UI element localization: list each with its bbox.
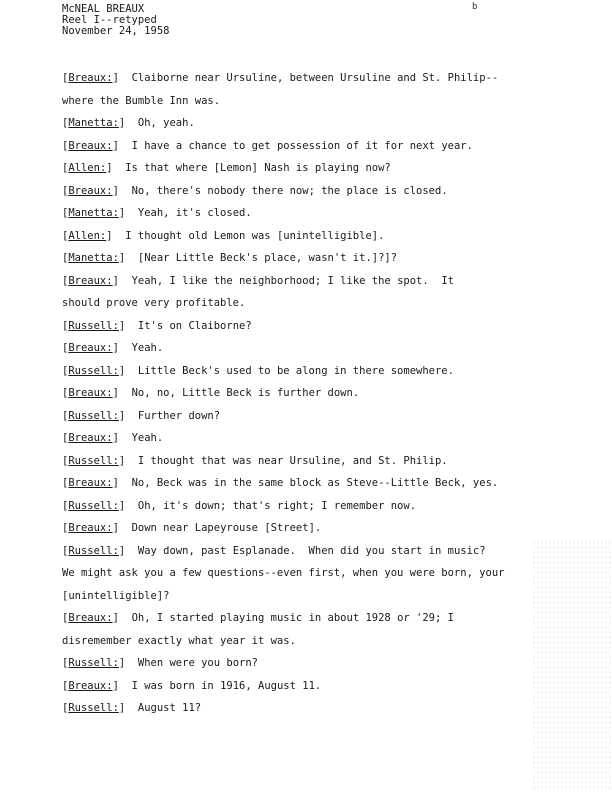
transcript-body — [62, 67, 602, 720]
transcript-line: [Allen:] Is that where [Lemon] Nash is playing now? — [62, 162, 391, 174]
speaker-label: Russell: — [68, 454, 119, 467]
speaker-label: Breaux: — [68, 477, 113, 489]
speaker-label: Breaux: — [68, 522, 113, 534]
page-mark: b — [472, 2, 478, 12]
transcript-line: [Russell:] August 11? — [62, 702, 202, 714]
line-text: No, Beck was in the same block as Steve--Little Beck, yes. — [131, 477, 499, 489]
line-text: I have a chance to get possession of it for next year. — [131, 139, 473, 152]
transcript-line: [Manetta:] [Near Little Beck's place, wasn't it.]?]? — [62, 252, 398, 264]
line-text: No, no, Little Beck is further down. — [131, 387, 360, 399]
line-text: We might ask you a few questions--even first, when you were born, your — [62, 567, 505, 579]
speaker-label: Breaux: — [68, 342, 113, 354]
interviewee-name: McNEAL BREAUX — [62, 3, 145, 15]
line-text: It's on Claiborne? — [137, 319, 252, 332]
transcript-line: [Breaux:] No, there's nobody there now; the place is closed. — [62, 184, 448, 197]
line-text: disremember exactly what year it was. — [62, 634, 296, 647]
speaker-label: Breaux: — [68, 612, 113, 624]
interview-date: November 24, 1958 — [62, 25, 170, 37]
speaker-label: Breaux: — [68, 139, 113, 152]
transcript-line — [62, 630, 602, 653]
speaker-label: Russell: — [68, 409, 119, 422]
line-text: I thought that was near Ursuline, and St. Philip. — [137, 454, 448, 467]
line-text: Way down, past Esplanade. When did you start in music? — [137, 544, 486, 557]
speaker-label: Manetta: — [68, 252, 119, 264]
speaker-label: Manetta: — [68, 117, 119, 129]
line-text: No, there's nobody there now; the place is closed. — [131, 184, 448, 197]
speaker-label: Breaux: — [68, 679, 113, 692]
speaker-label: Breaux: — [68, 274, 113, 287]
line-text: When were you born? — [137, 657, 258, 669]
transcript-line: [Breaux:] Claiborne near Ursuline, between Ursuline and St. Philip-- — [62, 72, 499, 84]
speaker-label: Allen: — [68, 229, 107, 242]
transcript-line: [Russell:] Oh, it's down; that's right; I remember now. — [62, 499, 417, 512]
transcript-line — [62, 585, 602, 608]
speaker-label: Russell: — [68, 499, 119, 512]
transcript-line: [Breaux:] Oh, I started playing music in about 1928 or '29; I — [62, 612, 454, 624]
transcript-line: [Russell:] Further down? — [62, 409, 221, 422]
transcript-line: [Breaux:] Yeah. — [62, 342, 164, 354]
line-text: I thought old Lemon was [unintelligible]. — [125, 229, 385, 242]
line-text: Is that where [Lemon] Nash is playing now? — [125, 162, 391, 174]
transcript-line: [Russell:] Little Beck's used to be along in there somewhere. — [62, 364, 454, 377]
transcript-line — [62, 562, 602, 585]
transcript-line: [Russell:] I thought that was near Ursuline, and St. Philip. — [62, 454, 448, 467]
line-text: where the Bumble Inn was. — [62, 94, 221, 107]
scan-noise — [532, 540, 612, 790]
transcript-line: [Russell:] It's on Claiborne? — [62, 319, 252, 332]
transcript-line: [Allen:] I thought old Lemon was [unintelligible]. — [62, 229, 385, 242]
line-text: Down near Lapeyrouse [Street]. — [131, 522, 322, 534]
speaker-label: Allen: — [68, 162, 107, 174]
transcript-line: [Russell:] When were you born? — [62, 657, 258, 669]
speaker-label: Breaux: — [68, 387, 113, 399]
line-text: Yeah, it's closed. — [137, 207, 252, 219]
line-text: [Near Little Beck's place, wasn't it.]?]? — [137, 252, 398, 264]
transcript-line: [Manetta:] Oh, yeah. — [62, 117, 195, 129]
speaker-label: Russell: — [68, 657, 119, 669]
reel-label: Reel I--retyped — [62, 14, 157, 26]
speaker-label: Russell: — [68, 702, 119, 714]
line-text: I was born in 1916, August 11. — [131, 679, 322, 692]
line-text: Yeah. — [131, 342, 164, 354]
transcript-line: [Breaux:] Yeah. — [62, 432, 164, 444]
transcript-line: [Breaux:] I have a chance to get possession of it for next year. — [62, 139, 473, 152]
speaker-label: Russell: — [68, 319, 119, 332]
transcript-line: [Breaux:] I was born in 1916, August 11. — [62, 679, 322, 692]
line-text: August 11? — [137, 702, 202, 714]
line-text: Claiborne near Ursuline, between Ursuline and St. Philip-- — [131, 72, 499, 84]
transcript-line: [Manetta:] Yeah, it's closed. — [62, 207, 252, 219]
transcript-line: [Breaux:] No, Beck was in the same block as Steve--Little Beck, yes. — [62, 477, 499, 489]
transcript-line: [Breaux:] No, no, Little Beck is further down. — [62, 387, 360, 399]
speaker-label: Breaux: — [68, 184, 113, 197]
transcript-line: [Breaux:] Yeah, I like the neighborhood; I like the spot. It — [62, 274, 454, 287]
line-text: Little Beck's used to be along in there somewhere. — [137, 364, 454, 377]
line-text: Oh, yeah. — [137, 117, 195, 129]
line-text: Oh, I started playing music in about 1928 or '29; I — [131, 612, 454, 624]
speaker-label: Breaux: — [68, 72, 113, 84]
transcript-line — [62, 90, 602, 113]
transcript-line: [Breaux:] Down near Lapeyrouse [Street]. — [62, 522, 322, 534]
transcript-line — [62, 292, 602, 315]
line-text: should prove very profitable. — [62, 297, 246, 309]
line-text: Yeah, I like the neighborhood; I like the spot. It — [131, 274, 454, 287]
line-text: [unintelligible]? — [62, 589, 170, 602]
speaker-label: Russell: — [68, 544, 119, 557]
speaker-label: Breaux: — [68, 432, 113, 444]
line-text: Oh, it's down; that's right; I remember now. — [137, 499, 417, 512]
speaker-label: Manetta: — [68, 207, 119, 219]
line-text: Further down? — [137, 409, 221, 422]
line-text: Yeah. — [131, 432, 164, 444]
document-header — [62, 4, 169, 37]
speaker-label: Russell: — [68, 364, 119, 377]
transcript-line: [Russell:] Way down, past Esplanade. When did you start in music? — [62, 544, 486, 557]
